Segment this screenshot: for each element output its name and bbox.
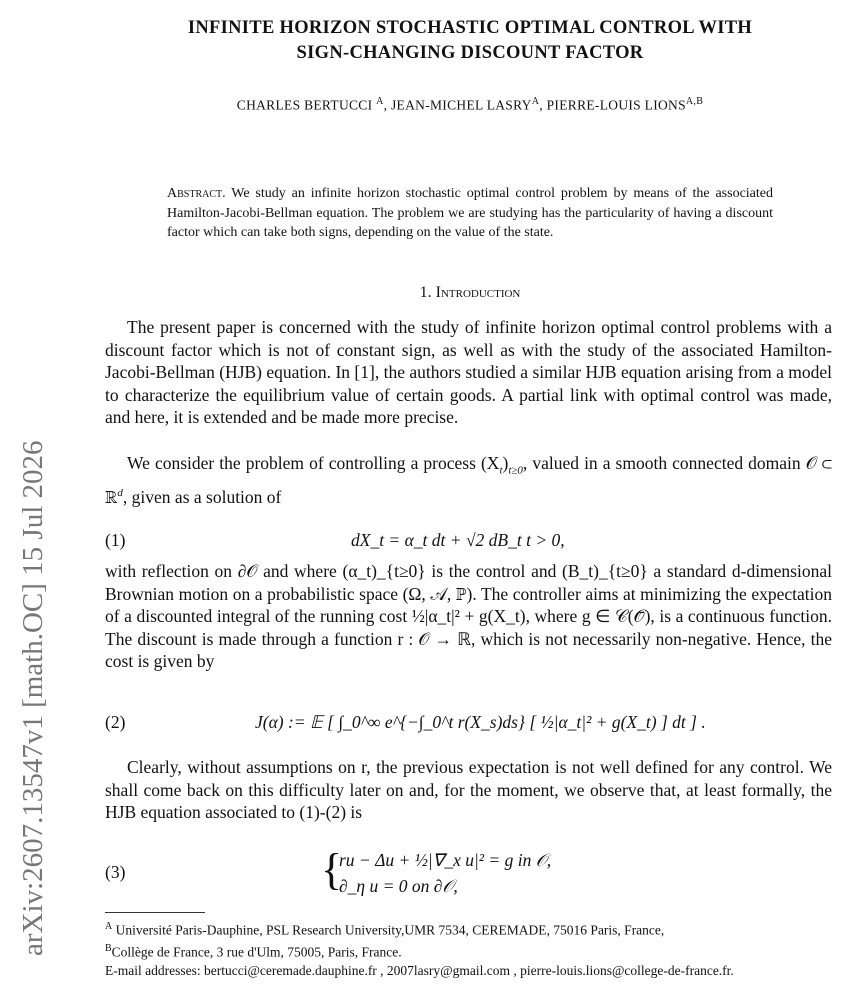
title-line-1: INFINITE HORIZON STOCHASTIC OPTIMAL CONTROL WITH	[187, 18, 753, 38]
footnote-b-text: Collège de France, 3 rue d'Ulm, 75005, Paris, France.	[111, 944, 402, 960]
equation-3	[105, 845, 832, 900]
abstract-heading: Abstract.	[167, 186, 226, 201]
section-title: Introduction	[435, 284, 521, 301]
section-number: 1.	[419, 284, 432, 301]
abstract	[167, 184, 773, 243]
paragraph-2: We consider the problem of controlling a process $(X_t)_{t\ge 0}$, valued in a smooth connected domain 𝒪 ⊂ ℝ$^d$, given as a solution of	[105, 453, 833, 507]
p2-part-d: , given as a solution of	[122, 486, 282, 507]
p2-part-a: We consider the problem of controlling a process (X	[127, 453, 500, 473]
arxiv-stamp-text: arXiv:2607.13547v1 [math.OC] 15 Jul 2026	[17, 440, 49, 956]
paragraph-4: Clearly, without assumptions on r, the previous expectation is not well defined for any control. We shall come back on this difficulty later on and, for the moment, we observe that, at least formally, the HJB equation associated to (1)-(2) is	[105, 757, 832, 822]
p2-part-c: , valued in a smooth connected domain 𝒪 ⊂ ℝ	[105, 453, 833, 507]
footnote-rule	[105, 912, 205, 913]
arxiv-stamp-svg	[8, 320, 48, 960]
equation-1-label: (1)	[105, 530, 126, 550]
author-2: JEAN-MICHEL LASRY	[391, 97, 532, 113]
footnote-b-marker: B	[105, 943, 112, 954]
footnote-emails: E-mail addresses: bertucci@ceremade.dauphine.fr , 2007lasry@gmail.com , pierre-louis.lions@college-de-france.fr.	[105, 963, 734, 978]
author-3: PIERRE-LOUIS LIONS	[546, 97, 686, 113]
arxiv-side-stamp	[8, 320, 48, 960]
equation-3-brace: {	[321, 845, 343, 894]
equation-2-body: J(α) := 𝔼 [ ∫_0^∞ e^{−∫_0^t r(X_s)ds} [ ½|α_t|² + g(X_t) ] dt ] .	[255, 712, 706, 732]
footnote-a-marker: A	[105, 921, 113, 932]
footnote-affiliation-a	[105, 918, 833, 940]
title-line-2: SIGN-CHANGING DISCOUNT FACTOR	[296, 43, 644, 63]
equation-1-body: dX_t = α_t dt + √2 dB_t t > 0,	[351, 530, 565, 550]
section-heading	[100, 284, 840, 302]
equation-3-line-1: ru − Δu + ½|∇_x u|² = g in 𝒪,	[339, 850, 552, 870]
footnote-affiliation-b	[105, 940, 833, 962]
author-list: CHARLES BERTUCCI $^A$, JEAN-MICHEL $LASRY^A$, PIERRE-LOUIS $LIONS^{A,B}$	[236, 96, 704, 113]
author-2-affil: A	[531, 96, 540, 107]
paper-title	[100, 16, 840, 66]
author-3-affil: A,B	[685, 96, 704, 107]
paragraph-3: with reflection on ∂𝒪 and where (α_t)_{t≥0} is the control and (B_t)_{t≥0} a standard d-dimensional Brownian motion on a probabilistic space (Ω, 𝒜, ℙ). The controller aims at minimizing the expectation of a discounted integral of the running cost ½|α_t|² + g(X_t), where g ∈ 𝒞(𝒪̄), is a continuous function. The discount is made through a function r : 𝒪 → ℝ, which is not necessarily non-negative. Hence, the cost is given by	[105, 561, 832, 671]
author-1: CHARLES BERTUCCI	[236, 97, 373, 113]
footnote-a-text: Université Paris-Dauphine, PSL Research University,UMR 7534, CEREMADE, 75016 Paris, France,	[115, 922, 665, 938]
paragraph-1: The present paper is concerned with the study of infinite horizon optimal control problems with a discount factor which is not of constant sign, as well as with the study of the associated Hamilton-Jacobi-Bellman (HJB) equation. In [1], the authors studied a similar HJB equation arising from a model to characterize the equilibrium value of certain goods. A partial link with optimal control was made, and here, it is extended and be made more precise.	[105, 317, 832, 427]
equation-2-label: (2)	[105, 712, 126, 732]
p2-part-b: )	[502, 453, 509, 473]
equation-3-line-2: ∂_η u = 0 on ∂𝒪,	[339, 876, 458, 896]
equation-3-label: (3)	[105, 862, 126, 882]
footnotes	[105, 918, 833, 981]
abstract-text: We study an infinite horizon stochastic optimal control problem by means of the associated Hamilton-Jacobi-Bellman equation. The problem we are studying has the particularity of having a discount factor which can take both signs, depending on the value of the state.	[167, 186, 773, 240]
author-1-affil: A	[376, 96, 384, 107]
